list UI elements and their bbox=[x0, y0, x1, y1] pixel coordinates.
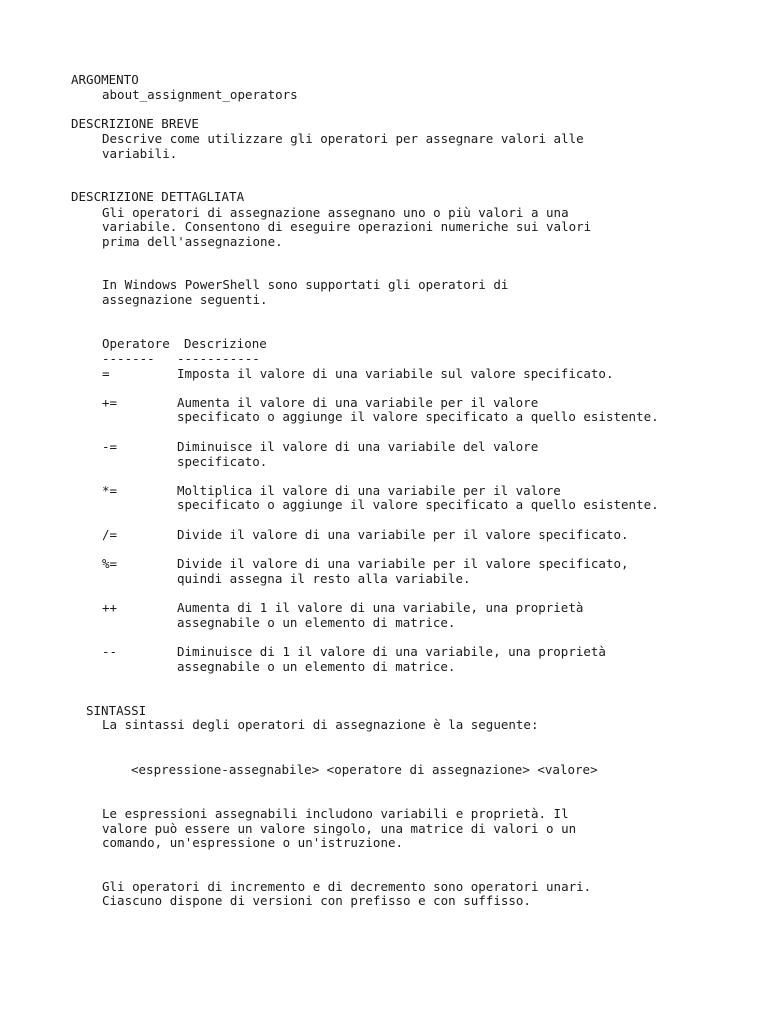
operator-description-line: Moltiplica il valore di una variabile per il valore bbox=[177, 483, 561, 498]
operator-description-line: specificato. bbox=[177, 454, 268, 469]
table-header-description: Descrizione bbox=[184, 336, 267, 351]
operator-description-line: Divide il valore di una variabile per il valore specificato. bbox=[177, 527, 629, 542]
long-description-line: assegnazione seguenti. bbox=[102, 292, 268, 307]
operator-symbol: %= bbox=[102, 556, 118, 571]
operator-description-line: Diminuisce il valore di una variabile del valore bbox=[177, 439, 539, 454]
operator-symbol: = bbox=[102, 366, 110, 381]
operator-description-line: Aumenta di 1 il valore di una variabile, una proprietà bbox=[177, 600, 584, 615]
section-heading-argomento: ARGOMENTO bbox=[71, 72, 139, 87]
section-heading-descrizione-dettagliata: DESCRIZIONE DETTAGLIATA bbox=[71, 189, 245, 204]
long-description-line: Gli operatori di assegnazione assegnano uno o più valori a una bbox=[102, 205, 569, 220]
operator-symbol: -= bbox=[102, 439, 118, 454]
operator-description-line: specificato o aggiunge il valore specificato a quello esistente. bbox=[177, 409, 659, 424]
section-heading-sintassi: SINTASSI bbox=[86, 703, 147, 718]
operator-description-line: specificato o aggiunge il valore specificato a quello esistente. bbox=[177, 497, 659, 512]
syntax-paragraph-line: Ciascuno dispone di versioni con prefisso e con suffisso. bbox=[102, 893, 531, 908]
operator-description-line: Divide il valore di una variabile per il valore specificato, bbox=[177, 556, 629, 571]
operator-symbol: ++ bbox=[102, 600, 118, 615]
syntax-paragraph-line: valore può essere un valore singolo, una matrice di valori o un bbox=[102, 821, 577, 836]
table-header-operator: Operatore bbox=[102, 336, 170, 351]
operator-symbol: *= bbox=[102, 483, 118, 498]
long-description-line: prima dell'assegnazione. bbox=[102, 234, 283, 249]
short-description-line: variabili. bbox=[102, 146, 178, 161]
syntax-intro: La sintassi degli operatori di assegnazione è la seguente: bbox=[102, 717, 539, 732]
operator-symbol: /= bbox=[102, 527, 118, 542]
long-description-line: variabile. Consentono di eseguire operazioni numeriche sui valori bbox=[102, 219, 592, 234]
section-heading-descrizione-breve: DESCRIZIONE BREVE bbox=[71, 116, 199, 131]
syntax-example: <espressione-assegnabile> <operatore di assegnazione> <valore> bbox=[131, 762, 598, 777]
table-rule-description: ----------- bbox=[177, 351, 260, 366]
operator-symbol: += bbox=[102, 395, 118, 410]
long-description-line: In Windows PowerShell sono supportati gli operatori di bbox=[102, 277, 509, 292]
table-rule-operator: ------- bbox=[102, 351, 155, 366]
operator-description-line: assegnabile o un elemento di matrice. bbox=[177, 659, 456, 674]
syntax-paragraph-line: comando, un'espressione o un'istruzione. bbox=[102, 835, 404, 850]
operator-symbol: -- bbox=[102, 644, 118, 659]
short-description-line: Descrive come utilizzare gli operatori per assegnare valori alle bbox=[102, 131, 584, 146]
operator-description-line: quindi assegna il resto alla variabile. bbox=[177, 571, 471, 586]
operator-description-line: assegnabile o un elemento di matrice. bbox=[177, 615, 456, 630]
syntax-paragraph-line: Le espressioni assegnabili includono variabili e proprietà. Il bbox=[102, 806, 569, 821]
syntax-paragraph-line: Gli operatori di incremento e di decremento sono operatori unari. bbox=[102, 879, 592, 894]
operator-description-line: Aumenta il valore di una variabile per il valore bbox=[177, 395, 539, 410]
operator-description-line: Diminuisce di 1 il valore di una variabile, una proprietà bbox=[177, 644, 606, 659]
operator-description-line: Imposta il valore di una variabile sul valore specificato. bbox=[177, 366, 614, 381]
topic-name: about_assignment_operators bbox=[102, 87, 298, 102]
